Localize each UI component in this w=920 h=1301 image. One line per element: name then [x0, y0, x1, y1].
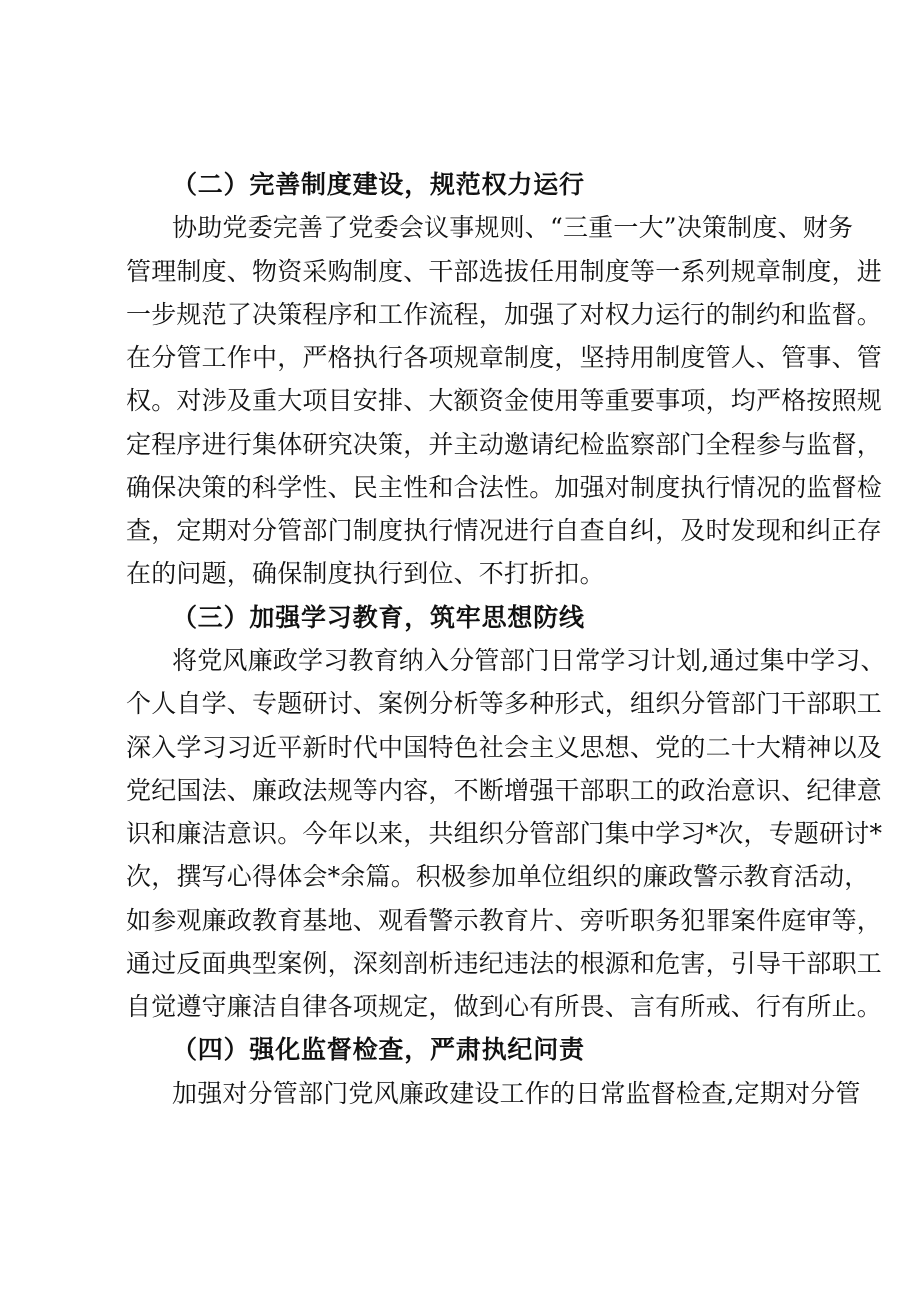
paragraph-line: 在分管工作中，严格执行各项规章制度，坚持用制度管人、管事、管 — [126, 343, 883, 372]
paragraph-line: 加强对分管部门党风廉政建设工作的日常监督检查,定期对分管 — [172, 1079, 861, 1108]
paragraph-line: 权。对涉及重大项目安排、大额资金使用等重要事项，均严格按照规 — [126, 386, 883, 415]
paragraph-line: 将党风廉政学习教育纳入分管部门日常学习计划,通过集中学习、 — [172, 646, 886, 675]
paragraph-line: 查，定期对分管部门制度执行情况进行自查自纠，及时发现和纠正存 — [126, 516, 883, 545]
paragraph-line: 定程序进行集体研究决策，并主动邀请纪检监察部门全程参与监督， — [126, 430, 883, 459]
section-heading: （三）加强学习教育，筑牢思想防线 — [172, 603, 585, 632]
section-heading: （二）完善制度建设，规范权力运行 — [172, 170, 585, 199]
paragraph-line: 一步规范了决策程序和工作流程，加强了对权力运行的制约和监督。 — [126, 300, 883, 329]
paragraph-line: 在的问题，确保制度执行到位、不打折扣。 — [126, 559, 605, 588]
paragraph-line: 自觉遵守廉洁自律各项规定，做到心有所畏、言有所戒、行有所止。 — [126, 992, 883, 1021]
paragraph-line: 次，撰写心得体会*余篇。积极参加单位组织的廉政警示教育活动， — [126, 862, 870, 891]
paragraph-line: 如参观廉政教育基地、观看警示教育片、旁听职务犯罪案件庭审等， — [126, 906, 883, 935]
paragraph-line: 深入学习习近平新时代中国特色社会主义思想、党的二十大精神以及 — [126, 733, 883, 762]
paragraph-line: 确保决策的科学性、民主性和合法性。加强对制度执行情况的监督检 — [126, 473, 883, 502]
paragraph-line: 协助党委完善了党委会议事规则、“三重一大”决策制度、财务 — [172, 213, 854, 242]
paragraph-line: 识和廉洁意识。今年以来，共组织分管部门集中学习*次，专题研讨* — [126, 819, 883, 848]
paragraph-line: 通过反面典型案例，深刻剖析违纪违法的根源和危害，引导干部职工 — [126, 949, 883, 978]
paragraph-line: 管理制度、物资采购制度、干部选拔任用制度等一系列规章制度，进 — [126, 257, 883, 286]
paragraph-line: 个人自学、专题研讨、案例分析等多种形式，组织分管部门干部职工 — [126, 689, 883, 718]
section-heading: （四）强化监督检查，严肃执纪问责 — [172, 1035, 585, 1064]
paragraph-line: 党纪国法、廉政法规等内容，不断增强干部职工的政治意识、纪律意 — [126, 776, 883, 805]
